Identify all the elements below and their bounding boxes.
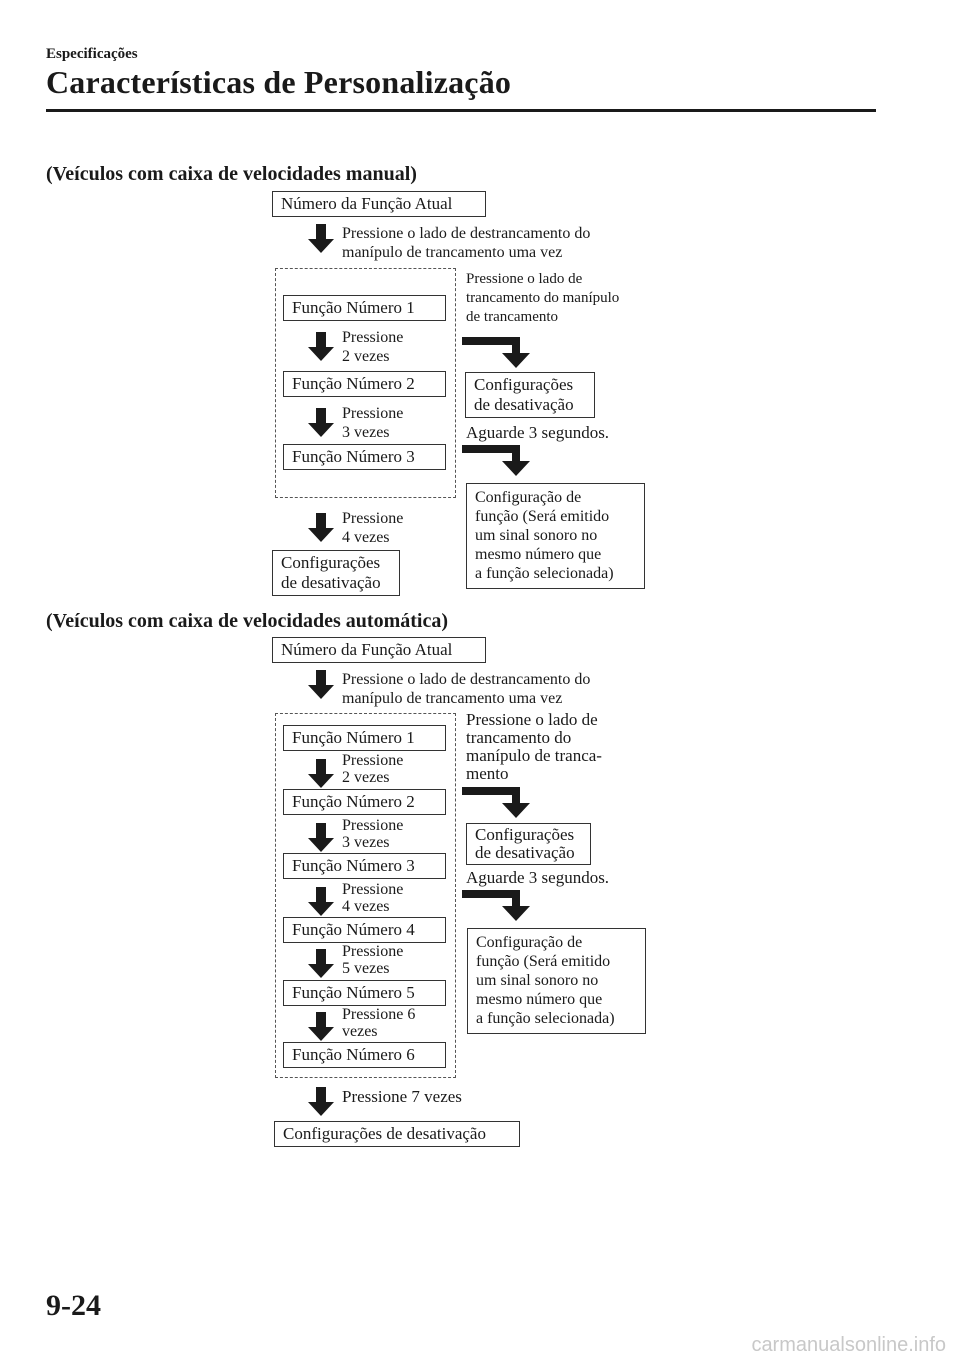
- manual-press-unlock-text: Pressione o lado de destrancamento do manípulo de trancamento uma vez: [342, 225, 591, 262]
- automatic-func4-box: [283, 917, 446, 943]
- arrow-down-icon: [307, 332, 335, 362]
- arrow-down-icon: [307, 1012, 335, 1042]
- automatic-deactivation-bottom-label: Configurações de desativação: [283, 1124, 486, 1143]
- automatic-func5-box: [283, 980, 446, 1006]
- title-divider: [46, 109, 876, 112]
- automatic-func4-label: Função Número 4: [292, 920, 415, 939]
- arrow-down-icon: [307, 408, 335, 438]
- automatic-current-function-label: Número da Função Atual: [281, 640, 453, 659]
- manual-wait-text: Aguarde 3 segundos.: [466, 423, 610, 442]
- manual-function-config-box: [466, 483, 645, 589]
- arrow-down-icon: [307, 759, 335, 789]
- automatic-heading: (Veículos com caixa de velocidades automática): [46, 610, 448, 632]
- automatic-press7-text: Pressione 7 vezes: [342, 1087, 462, 1106]
- manual-func3-label: Função Número 3: [292, 447, 415, 466]
- automatic-func3-label: Função Número 3: [292, 856, 415, 875]
- automatic-func6-box: [283, 1042, 446, 1068]
- arrow-down-icon: [307, 887, 335, 917]
- manual-function-config-label: Configuração de função (Será emitido um sinal sonoro no mesmo número que a função selecionada): [475, 489, 614, 582]
- arrow-right-down-icon: [462, 445, 542, 477]
- automatic-func5-label: Função Número 5: [292, 983, 415, 1002]
- manual-func2-box: [283, 371, 446, 397]
- manual-press2-text: Pressione 2 vezes: [342, 329, 404, 366]
- manual-press3-text: Pressione 3 vezes: [342, 405, 404, 442]
- automatic-current-function-box: [272, 637, 486, 663]
- manual-press4-text: Pressione 4 vezes: [342, 510, 404, 547]
- manual-func2-label: Função Número 2: [292, 374, 415, 393]
- arrow-down-icon: [307, 670, 335, 700]
- arrow-down-icon: [307, 513, 335, 543]
- automatic-press-lock-text: Pressione o lado de trancamento do manípulo de tranca- mento: [466, 710, 602, 783]
- manual-deactivation-bottom-label: Configurações de desativação: [281, 553, 381, 593]
- arrow-down-icon: [307, 1087, 335, 1117]
- page-number: 9-24: [46, 1289, 101, 1322]
- automatic-func3-box: [283, 853, 446, 879]
- automatic-func6-label: Função Número 6: [292, 1045, 415, 1064]
- manual-heading: (Veículos com caixa de velocidades manual): [46, 163, 417, 185]
- automatic-press6-text: Pressione 6 vezes: [342, 1006, 416, 1040]
- manual-func1-box: [283, 295, 446, 321]
- manual-deactivation-bottom-box: [272, 550, 400, 596]
- automatic-func1-label: Função Número 1: [292, 728, 415, 747]
- manual-func3-box: [283, 444, 446, 470]
- automatic-deactivation-right-box: [466, 823, 591, 865]
- page-title: Características de Personalização: [46, 64, 512, 100]
- arrow-down-icon: [307, 224, 335, 254]
- manual-current-function-label: Número da Função Atual: [281, 194, 453, 213]
- arrow-right-down-icon: [462, 337, 542, 369]
- automatic-wait-text: Aguarde 3 segundos.: [466, 868, 610, 887]
- arrow-right-down-icon: [462, 787, 542, 819]
- watermark: carmanualsonline.info: [751, 1334, 946, 1356]
- manual-current-function-box: [272, 191, 486, 217]
- automatic-func1-box: [283, 725, 446, 751]
- arrow-right-down-icon: [462, 890, 542, 922]
- manual-func1-label: Função Número 1: [292, 298, 415, 317]
- manual-press-lock-text: Pressione o lado de trancamento do manípulo de trancamento: [466, 271, 620, 325]
- automatic-press3-text: Pressione 3 vezes: [342, 817, 404, 851]
- automatic-function-config-box: [467, 928, 646, 1034]
- automatic-function-config-label: Configuração de função (Será emitido um sinal sonoro no mesmo número que a função selecionada): [476, 934, 615, 1027]
- automatic-press4-text: Pressione 4 vezes: [342, 881, 404, 915]
- automatic-press-unlock-text: Pressione o lado de destrancamento do manípulo de trancamento uma vez: [342, 671, 591, 708]
- automatic-deactivation-bottom-box: [274, 1121, 520, 1147]
- automatic-press2-text: Pressione 2 vezes: [342, 752, 404, 786]
- section-label: Especificações: [46, 46, 138, 62]
- automatic-func2-label: Função Número 2: [292, 792, 415, 811]
- automatic-press5-text: Pressione 5 vezes: [342, 943, 404, 977]
- arrow-down-icon: [307, 823, 335, 853]
- manual-deactivation-right-label: Configurações de desativação: [474, 375, 574, 415]
- arrow-down-icon: [307, 949, 335, 979]
- automatic-func2-box: [283, 789, 446, 815]
- automatic-deactivation-right-label: Configurações de desativação: [475, 825, 575, 862]
- manual-deactivation-right-box: [465, 372, 595, 418]
